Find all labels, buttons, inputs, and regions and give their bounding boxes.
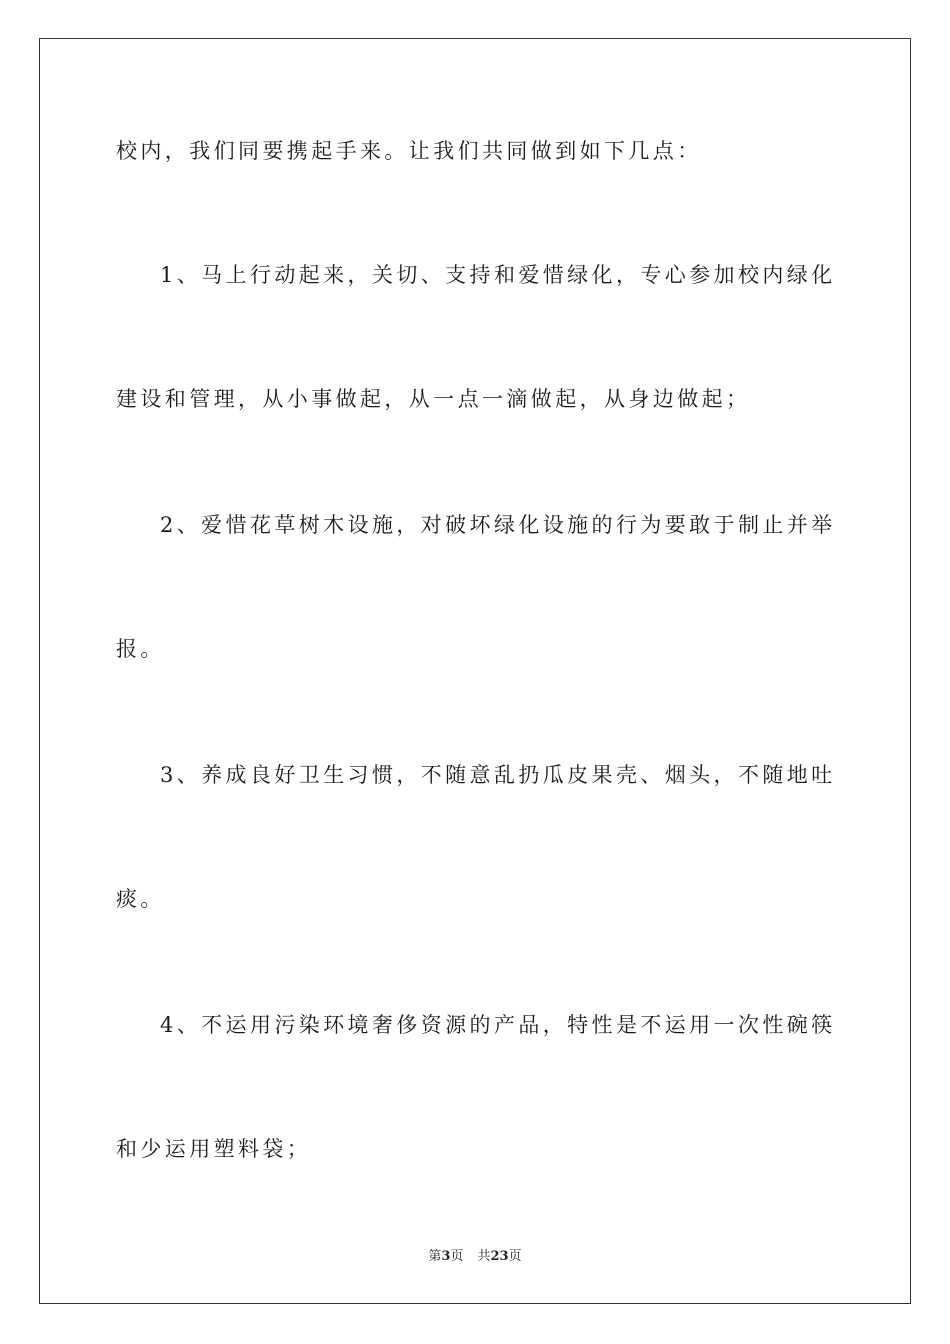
text-line-8: 4、不运用污染环境奢侈资源的产品，特性是不运用一次性碗筷	[160, 1013, 836, 1037]
footer-total-number: 23	[490, 1249, 509, 1264]
page-footer	[0, 1248, 950, 1266]
text-line-2: 1、马上行动起来，关切、支持和爱惜绿化，专心参加校内绿化	[160, 263, 836, 287]
footer-page-suffix: 页	[450, 1249, 464, 1264]
text-line-5: 报。	[116, 637, 165, 661]
text-line-9: 和少运用塑料袋；	[116, 1137, 312, 1161]
footer-page-prefix: 第	[428, 1249, 442, 1264]
text-line-1: 校内，我们同要携起手来。让我们共同做到如下几点：	[116, 139, 702, 163]
text-line-3: 建设和管理，从小事做起，从一点一滴做起，从身边做起；	[116, 387, 751, 411]
page-border	[39, 38, 911, 1304]
text-line-4: 2、爱惜花草树木设施，对破坏绿化设施的行为要敢于制止并举	[160, 513, 836, 537]
text-line-7: 痰。	[116, 887, 165, 911]
footer-total-suffix: 页	[508, 1249, 522, 1264]
footer-total-prefix: 共	[477, 1249, 491, 1264]
footer-page-number: 3	[441, 1249, 451, 1264]
text-line-6: 3、养成良好卫生习惯，不随意乱扔瓜皮果壳、烟头，不随地吐	[160, 763, 836, 787]
